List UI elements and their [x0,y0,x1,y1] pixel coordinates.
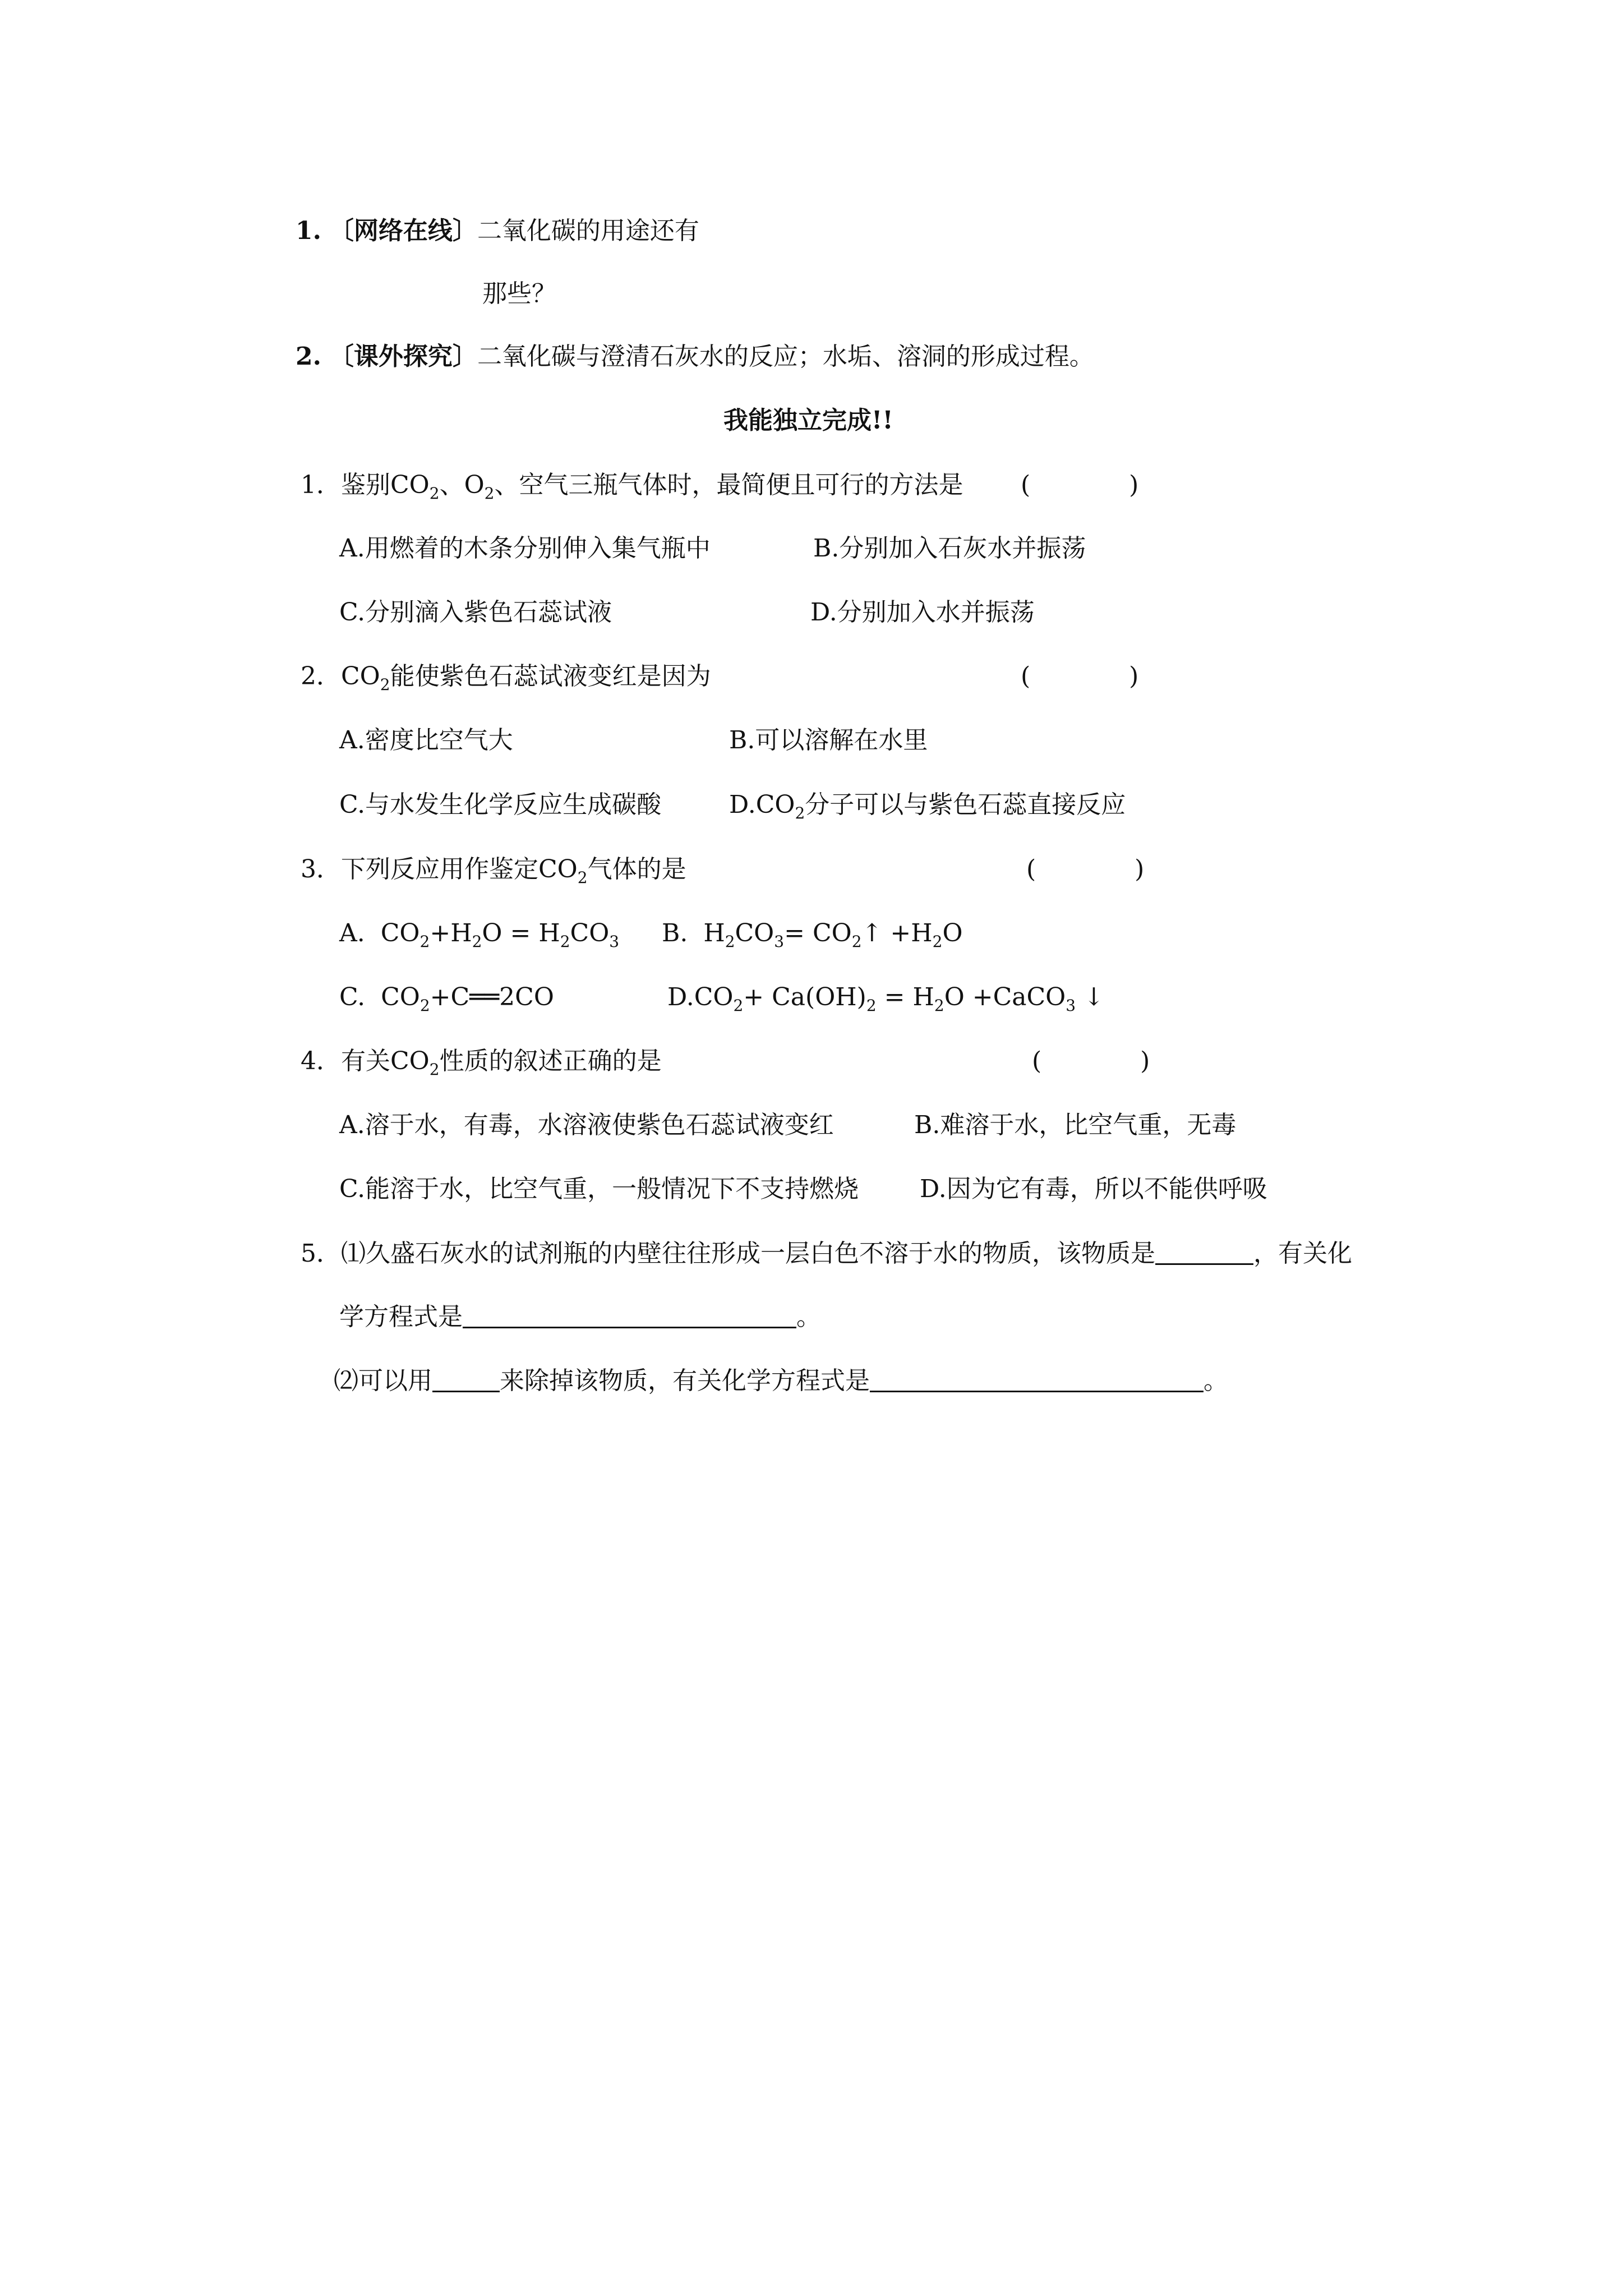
stem-part: 学方程式是 [339,1303,463,1331]
stem-part: 气体的是 [587,855,686,884]
equation-part: +H [430,919,472,947]
question-3-stem [301,853,686,886]
option-c: C.分别滴入紫色石蕊试液 [339,598,612,627]
option-a: A.密度比空气大 [339,726,513,754]
answer-blank[interactable] [1155,1239,1253,1265]
stem-part: 性质的叙述正确的是 [439,1047,662,1075]
option-d [729,788,1126,822]
equation-part: H [703,919,725,947]
item-text: 二氧化碳的用途还有 [477,217,699,245]
equation-part: CO [694,983,734,1011]
subscript: 2 [429,1060,440,1079]
subscript: 2 [851,932,862,951]
option-a: A.溶于水，有毒，水溶液使紫色石蕊试液变红 [339,1111,834,1139]
stem-part: ，有关化 [1253,1239,1352,1268]
subscript: 2 [725,932,735,951]
item-tag: 〔网络在线〕 [329,217,477,245]
option-b: B.可以溶解在水里 [729,726,928,754]
subscript: 2 [472,932,482,951]
stem-part: CO [341,662,380,691]
answer-blank[interactable] [463,1302,796,1328]
answer-blank[interactable] [870,1366,1204,1392]
question-number: 5． [301,1239,341,1268]
option-text: D.CO [729,790,795,819]
equation-part: = H [876,983,934,1011]
stem-part: 、O [439,471,485,499]
subscript: 3 [609,932,620,951]
subscript: 3 [1066,996,1076,1015]
option-letter: B. [662,919,688,947]
equation-part: +C══2CO [430,983,554,1011]
option-d: D.因为它有毒，所以不能供呼吸 [920,1175,1267,1203]
stem-part: 来除掉该物质，有关化学方程式是 [500,1366,870,1395]
subscript: 2 [560,932,570,951]
equation-part: CO [380,919,420,947]
option-letter: C. [339,983,366,1011]
stem-part: ⑵可以用 [334,1366,432,1395]
option-d [667,981,1104,1014]
equation-part: CO [570,919,610,947]
stem-part: 下列反应用作鉴定CO [341,855,578,884]
answer-paren: ( ) [1021,662,1139,691]
stem-part: 。 [796,1303,821,1331]
option-c: C.能溶于水，比空气重，一般情况下不支持燃烧 [339,1175,859,1203]
option-b: B.难溶于水，比空气重，无毒 [914,1111,1237,1139]
stem-part: 有关CO [341,1047,430,1075]
option-d: D.分别加入水并振荡 [810,598,1035,627]
stem-part: 能使紫色石蕊试液变红是因为 [390,662,711,691]
subscript: 2 [380,675,390,694]
question-number: 1． [301,471,341,499]
question-number: 2． [301,662,341,691]
item-number: 2. [296,342,321,371]
equation-part: CO [735,919,774,947]
question-5-part-1 [301,1237,1352,1271]
subscript: 2 [866,996,877,1015]
option-a: A.用燃着的木条分别伸入集气瓶中 [339,534,711,563]
equation-part: CO [381,983,420,1011]
option-c: C.与水发生化学反应生成碳酸 [339,790,662,819]
equation-part: ↑ +H [861,919,933,947]
subscript: 2 [932,932,943,951]
intro-item-1-continuation: 那些？ [482,279,556,308]
equation-part: O = H [482,919,560,947]
subscript: 2 [934,996,944,1015]
item-number: 1. [296,217,321,245]
option-b [662,917,963,950]
answer-paren: ( ) [1026,855,1145,884]
equation-part: O [942,919,963,947]
equation-part: + Ca(OH) [743,983,866,1011]
equation-part: = CO [784,919,852,947]
question-1-stem [301,468,963,502]
equation-part: ↓ [1076,983,1104,1011]
option-c [339,981,554,1014]
subscript: 2 [795,804,805,822]
item-tag: 〔课外探究〕 [329,342,477,371]
stem-part: 鉴别CO [341,471,430,499]
equation-part: O +CaCO [944,983,1066,1011]
option-letter: D. [667,983,694,1011]
option-text: 分子可以与紫色石蕊直接反应 [805,790,1126,819]
question-number: 3． [301,855,341,884]
subscript: 2 [484,484,495,503]
answer-paren: ( ) [1021,471,1139,499]
question-number: 4． [301,1047,341,1075]
stem-part: 。 [1204,1366,1228,1395]
subscript: 2 [419,932,430,951]
answer-paren: ( ) [1032,1047,1150,1075]
question-2-stem [301,660,711,693]
option-a [339,917,619,950]
question-5-part-2 [334,1364,1228,1398]
subscript: 2 [429,484,440,503]
question-4-stem [301,1045,662,1078]
stem-part: 、空气三瓶气体时，最简便且可行的方法是 [494,471,963,499]
intro-item-2 [296,340,1094,374]
subscript: 2 [577,868,588,887]
answer-blank[interactable] [432,1366,500,1392]
intro-item-1 [296,214,699,248]
item-text: 二氧化碳与澄清石灰水的反应；水垢、溶洞的形成过程。 [477,342,1094,371]
option-letter: A. [339,919,365,947]
question-5-part-1-continuation [339,1300,821,1334]
subscript: 2 [733,996,744,1015]
section-title: 我能独立完成!! [723,406,893,435]
option-b: B.分别加入石灰水并振荡 [813,534,1086,563]
subscript: 2 [419,996,430,1015]
subscript: 3 [774,932,785,951]
stem-part: ⑴久盛石灰水的试剂瓶的内壁往往形成一层白色不溶于水的物质，该物质是 [341,1239,1155,1268]
